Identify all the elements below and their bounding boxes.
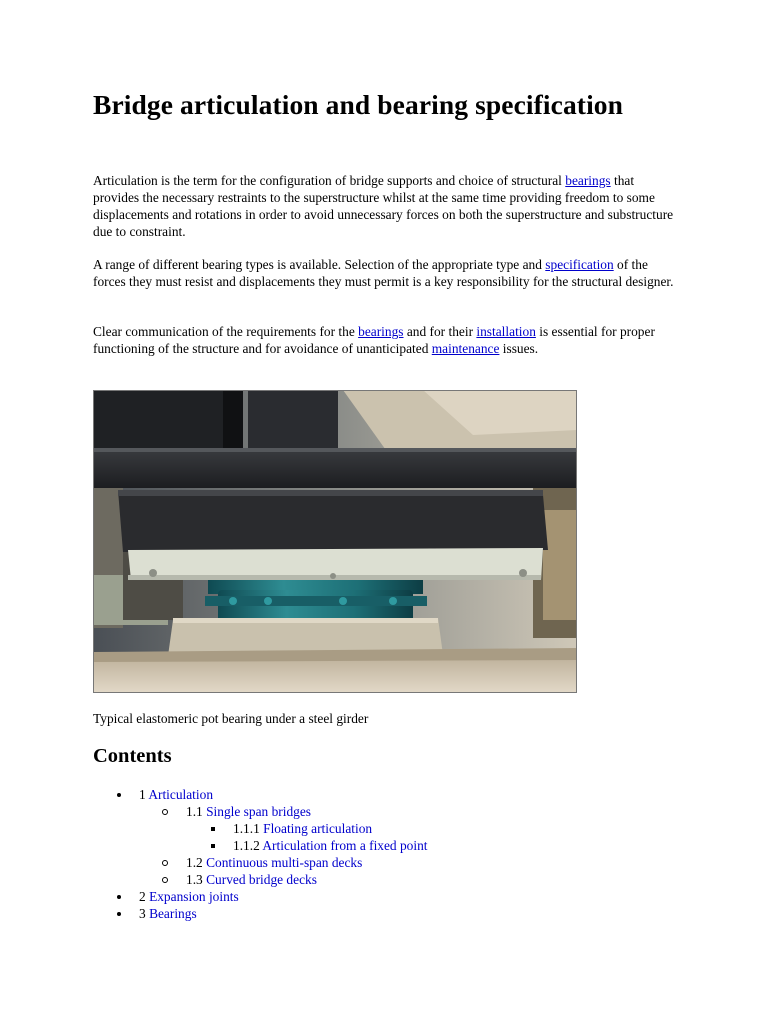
toc-item[interactable] (0, 803, 768, 820)
toc-number: 1.1.1 (233, 821, 260, 836)
circle-bullet-icon (162, 860, 168, 866)
disc-bullet-icon (117, 912, 121, 916)
specification-link[interactable]: specification (545, 257, 614, 272)
toc-link-expansion-joints[interactable]: Expansion joints (149, 889, 239, 904)
comm-text-2: and for their (403, 324, 477, 339)
square-bullet-icon (211, 844, 215, 848)
toc-number: 1.3 (186, 872, 203, 887)
types-text-2: of the forces they must resist and displacements they must permit is a key responsibility for the structural designer. (93, 257, 674, 289)
toc-number: 1.1.2 (233, 838, 260, 853)
disc-bullet-icon (117, 895, 121, 899)
toc-number: 3 (139, 906, 146, 921)
toc-item[interactable] (0, 905, 768, 922)
communication-paragraph (93, 323, 683, 357)
toc-link-single-span[interactable]: Single span bridges (206, 804, 311, 819)
toc-number: 1.2 (186, 855, 203, 870)
table-of-contents (0, 786, 768, 922)
toc-link-floating[interactable]: Floating articulation (263, 821, 373, 836)
comm-text-4: issues. (499, 341, 539, 356)
toc-link-multi-span[interactable]: Continuous multi-span decks (206, 855, 363, 870)
installation-link[interactable]: installation (476, 324, 536, 339)
intro-text-2: that provides the necessary restraints to the superstructure whilst at the same time providing freedom to some displacements and rotations in order to avoid unnecessary forces on both the superstructure and substructure due to constraint. (93, 173, 674, 239)
page-title: Bridge articulation and bearing specification (93, 89, 624, 120)
toc-link-bearings[interactable]: Bearings (149, 906, 197, 921)
comm-text-3: is essential for proper functioning of the structure and for avoidance of unanticipated (93, 324, 655, 356)
toc-link-curved[interactable]: Curved bridge decks (206, 872, 317, 887)
square-bullet-icon (211, 827, 215, 831)
toc-link-fixed-point[interactable]: Articulation from a fixed point (262, 838, 428, 853)
circle-bullet-icon (162, 809, 168, 815)
toc-item[interactable] (0, 837, 768, 854)
intro-paragraph (93, 172, 683, 240)
toc-item[interactable] (0, 854, 768, 871)
maintenance-link[interactable]: maintenance (431, 341, 500, 356)
toc-item[interactable] (0, 786, 768, 803)
toc-number: 1.1 (186, 804, 203, 819)
disc-bullet-icon (117, 793, 121, 797)
toc-number: 2 (139, 889, 146, 904)
bearings-link[interactable]: bearings (565, 173, 611, 188)
toc-number: 1 (139, 787, 146, 802)
circle-bullet-icon (162, 877, 168, 883)
comm-text-1: Clear communication of the requirements for the (93, 324, 359, 339)
contents-heading: Contents (93, 745, 172, 767)
toc-item[interactable] (0, 820, 768, 837)
toc-item[interactable] (0, 871, 768, 888)
pot-bearing-photo (93, 390, 577, 693)
bearings-link-2[interactable]: bearings (358, 324, 404, 339)
toc-link-articulation[interactable]: Articulation (148, 787, 214, 802)
bearing-types-paragraph (93, 256, 683, 290)
types-text-1: A range of different bearing types is available. Selection of the appropriate type and (93, 257, 546, 272)
photo-caption: Typical elastomeric pot bearing under a steel girder (93, 711, 369, 726)
intro-text-1: Articulation is the term for the configuration of bridge supports and choice of structural (93, 173, 566, 188)
toc-item[interactable] (0, 888, 768, 905)
